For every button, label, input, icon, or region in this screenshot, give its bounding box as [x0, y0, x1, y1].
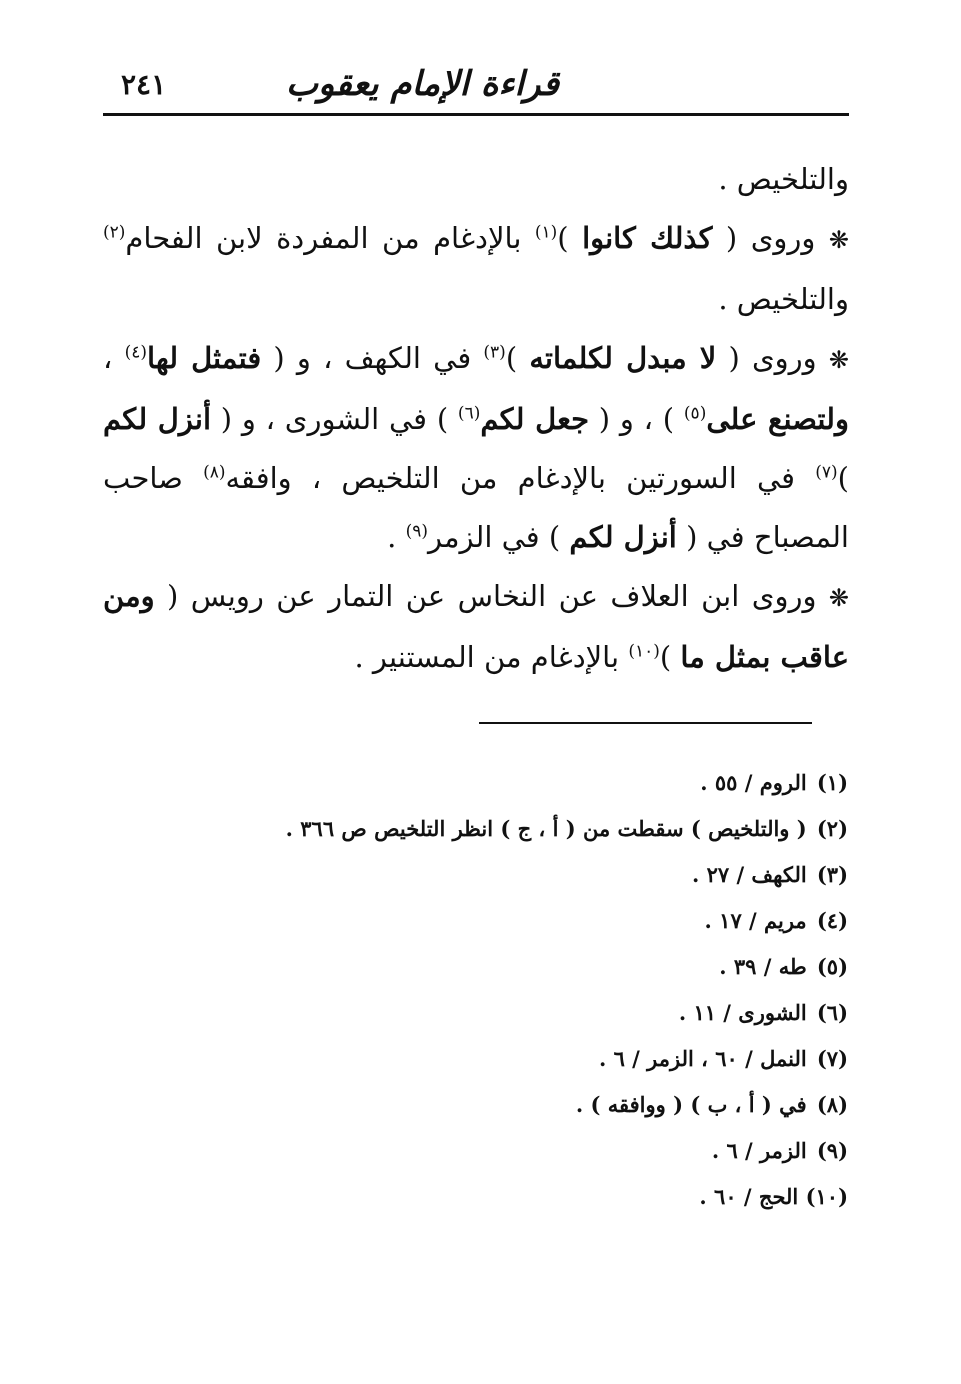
footnote-ref[interactable]: (١): [534, 222, 558, 243]
footnote-text: النمل / ٦٠ ، الزمر / ٦ .: [598, 1046, 807, 1071]
text-run: ) ، و (: [589, 402, 684, 436]
paragraph-1: [103, 150, 849, 209]
footnote-item: [228, 990, 848, 1036]
footnote-ref[interactable]: (٨): [203, 462, 226, 483]
paragraph-4: [103, 567, 849, 687]
page-number: ٢٤١: [121, 68, 167, 101]
text-run: صاحب المصباح في (: [103, 461, 849, 554]
footnote-number: (١): [816, 770, 848, 795]
footnote-number: (٧): [816, 1046, 848, 1071]
footnote-ref[interactable]: (١٠): [628, 641, 660, 662]
footnote-number: (٢): [816, 816, 848, 841]
page-header: [103, 60, 849, 110]
text-run: والتلخيص .: [718, 162, 849, 196]
footnote-ref[interactable]: (٥): [683, 403, 707, 424]
paragraph-2: [103, 209, 849, 329]
footnote-number: (٥): [816, 954, 848, 979]
footnote-ref[interactable]: (٩): [405, 521, 428, 542]
text-run: في الكهف ، و (: [261, 341, 484, 375]
quran-word: فتمثل لها: [146, 341, 262, 375]
footnote-item: [228, 760, 848, 806]
footnote-separator: [479, 722, 812, 724]
footnote-text: الزمر / ٦ .: [711, 1138, 807, 1163]
star-bullet-icon: ❋: [828, 584, 850, 612]
footnote-item: [228, 852, 848, 898]
text-run: وروى ابن العلاف عن النخاس عن التمار عن رويس (: [154, 579, 817, 613]
footnote-number: (٣): [816, 862, 848, 887]
text-run: ): [659, 640, 681, 674]
text-run: بالإدغام من المفردة لابن الفحام: [125, 221, 535, 255]
text-run: ،: [103, 341, 125, 375]
star-bullet-icon: ❋: [828, 346, 849, 374]
footnote-item: [228, 898, 848, 944]
footnote-text: في ( أ ، ب ) ( ووافقه ) .: [575, 1092, 807, 1117]
running-title: قراءة الإمام يعقوب: [285, 64, 559, 104]
footnote-text: طه / ٣٩ .: [719, 954, 807, 979]
footnote-text: مريم / ١٧ .: [704, 908, 807, 933]
header-rule: [103, 113, 849, 116]
text-run: ) في الزمر: [427, 520, 570, 554]
footnote-item: [228, 1036, 848, 1082]
footnote-text: الكهف / ٢٧ .: [691, 862, 807, 887]
text-run: وروى (: [712, 221, 816, 255]
text-run: وروى (: [716, 341, 817, 375]
text-run: بالإدغام من المستنير .: [354, 640, 629, 674]
footnote-ref[interactable]: (٦): [457, 403, 481, 424]
footnote-text: ( والتلخيص ) سقطت من ( أ ، ج ) انظر التلخيص ص ٣٦٦ .: [285, 816, 807, 841]
quran-word: أنزل لكم: [569, 520, 677, 554]
quran-word: ومن عاقب بمثل ما: [103, 579, 849, 674]
footnote-ref[interactable]: (٧): [815, 462, 838, 483]
footnote-text: الحج / ٦٠ .: [699, 1184, 799, 1209]
footnote-item: [228, 1174, 848, 1220]
footnote-text: الشورى / ١١ .: [678, 1000, 807, 1025]
footnote-item: [228, 1128, 848, 1174]
quran-word: كذلك كانوا: [582, 221, 713, 255]
footnote-ref[interactable]: (٢): [103, 222, 126, 243]
footnote-item: [228, 806, 848, 852]
text-run: .: [387, 520, 406, 554]
footnote-item: [228, 944, 848, 990]
footnote-text: الروم / ٥٥ .: [700, 770, 807, 795]
text-run: والتلخيص .: [718, 282, 849, 316]
footnote-ref[interactable]: (٣): [483, 342, 506, 363]
quran-word: لا مبدل لكلماته: [529, 341, 717, 375]
quran-word: جعل لكم: [480, 402, 590, 436]
footnote-number: (٦): [816, 1000, 848, 1025]
star-bullet-icon: ❋: [828, 226, 849, 254]
footnote-number: (٤): [816, 908, 848, 933]
footnote-ref[interactable]: (٤): [124, 342, 147, 363]
main-text: [103, 150, 849, 687]
text-run: ): [557, 221, 583, 255]
footnote-number: (٨): [816, 1092, 848, 1117]
text-run: ): [837, 461, 849, 495]
footnote-item: [228, 1082, 848, 1128]
quran-word: أنزل لكم: [103, 402, 212, 436]
paragraph-3: [103, 329, 849, 567]
footnotes-list: [228, 760, 848, 1220]
text-run: في السورتين بالإدغام من التلخيص ، وافقه: [225, 461, 816, 495]
footnote-number: (١٠): [805, 1184, 848, 1209]
footnote-number: (٩): [816, 1138, 848, 1163]
text-run: ): [505, 341, 530, 375]
text-run: ) في الشورى ، و (: [211, 402, 458, 436]
quran-word: ولتصنع على: [706, 402, 849, 436]
